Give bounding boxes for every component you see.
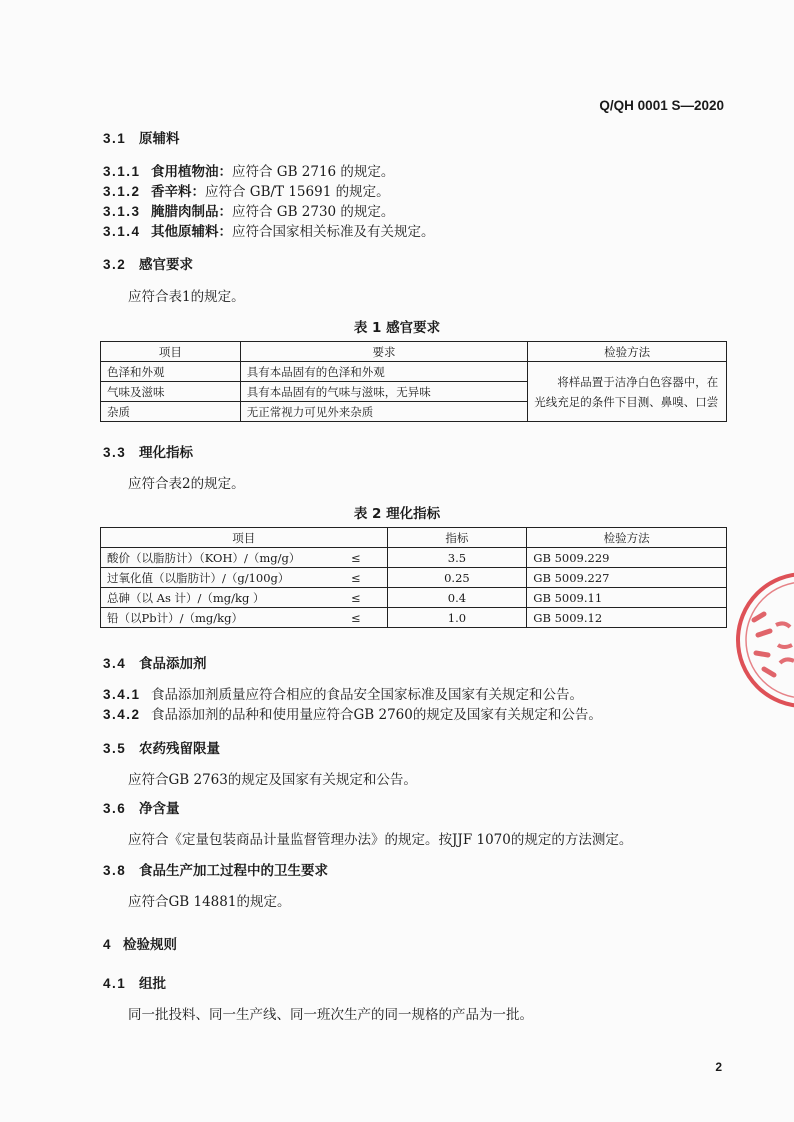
page-number: 2 [715,1060,722,1074]
section-4-1-text: 同一批投料、同一生产线、同一班次生产的同一规格的产品为一批。 [128,1007,533,1023]
section-3-1-heading: 3.1 原辅料 [103,131,180,147]
section-3-4-heading: 3.4 食品添加剂 [103,656,207,672]
section-3-3-text: 应符合表2的规定。 [128,476,245,492]
section-3-3-heading: 3.3 理化指标 [103,445,193,461]
table-1-header-method: 检验方法 [528,342,727,362]
section-3-8-text: 应符合GB 14881的规定。 [128,894,291,910]
table-row: 过氧化值（以脂肪计）/（g/100g） ≤ 0.25 GB 5009.227 [101,568,727,588]
table-row: 总砷（以 As 计）/（mg/kg ） ≤ 0.4 GB 5009.11 [101,588,727,608]
document-code: Q/QH 0001 S—2020 [599,98,724,113]
section-4-1-heading: 4.1 组批 [103,976,166,992]
table-sensory [100,341,727,422]
table-row: 铅（以Pb计）/（mg/kg） ≤ 1.0 GB 5009.12 [101,608,727,628]
clause-3-1-1: 3.1.1 食用植物油：应符合 GB 2716 的规定。 [103,164,395,180]
table-row: 气味及滋味 具有本品固有的气味与滋味，无异味 [101,382,727,402]
section-3-2-text: 应符合表1的规定。 [128,289,245,305]
section-3-6-text: 应符合《定量包装商品计量监督管理办法》的规定。按JJF 1070的规定的方法测定。 [128,832,633,848]
clause-3-4-1: 3.4.1 食品添加剂质量应符合相应的食品安全国家标准及国家有关规定和公告。 [103,687,583,703]
table-1-header-item: 项目 [101,342,241,362]
table-2-caption: 表 2 理化指标 [353,506,441,522]
clause-3-1-3: 3.1.3 腌腊肉制品：应符合 GB 2730 的规定。 [103,204,395,220]
table-row: 杂质 无正常视力可见外来杂质 [101,402,727,422]
section-4-heading: 4 检验规则 [103,937,177,953]
table-2-header-index: 指标 [387,528,527,548]
section-3-6-heading: 3.6 净含量 [103,801,180,817]
clause-3-1-2: 3.1.2 香辛料：应符合 GB/T 15691 的规定。 [103,184,390,200]
section-3-2-heading: 3.2 感官要求 [103,257,193,273]
table-physicochemical [100,527,727,628]
clause-3-1-4: 3.1.4 其他原辅料：应符合国家相关标准及有关规定。 [103,224,435,240]
table-2-header-method: 检验方法 [527,528,727,548]
table-row: 色泽和外观 具有本品固有的色泽和外观 将样品置于洁净白色容器中，在光线充足的条件下目测、鼻嗅、口尝 [101,362,727,382]
section-3-8-heading: 3.8 食品生产加工过程中的卫生要求 [103,863,328,879]
section-3-5-text: 应符合GB 2763的规定及国家有关规定和公告。 [128,772,417,788]
table-1-caption: 表 1 感官要求 [353,320,441,336]
table-1-header-requirement: 要求 [240,342,528,362]
table-2-header-item: 项目 [101,528,388,548]
official-seal-stamp [724,565,794,715]
table-row: 酸价（以脂肪计）（KOH）/（mg/g） ≤ 3.5 GB 5009.229 [101,548,727,568]
clause-3-4-2: 3.4.2 食品添加剂的品种和使用量应符合GB 2760的规定及国家有关规定和公告。 [103,707,602,723]
table-1-method-text: 将样品置于洁净白色容器中，在光线充足的条件下目测、鼻嗅、口尝 [528,362,727,422]
section-3-5-heading: 3.5 农药残留限量 [103,741,220,757]
